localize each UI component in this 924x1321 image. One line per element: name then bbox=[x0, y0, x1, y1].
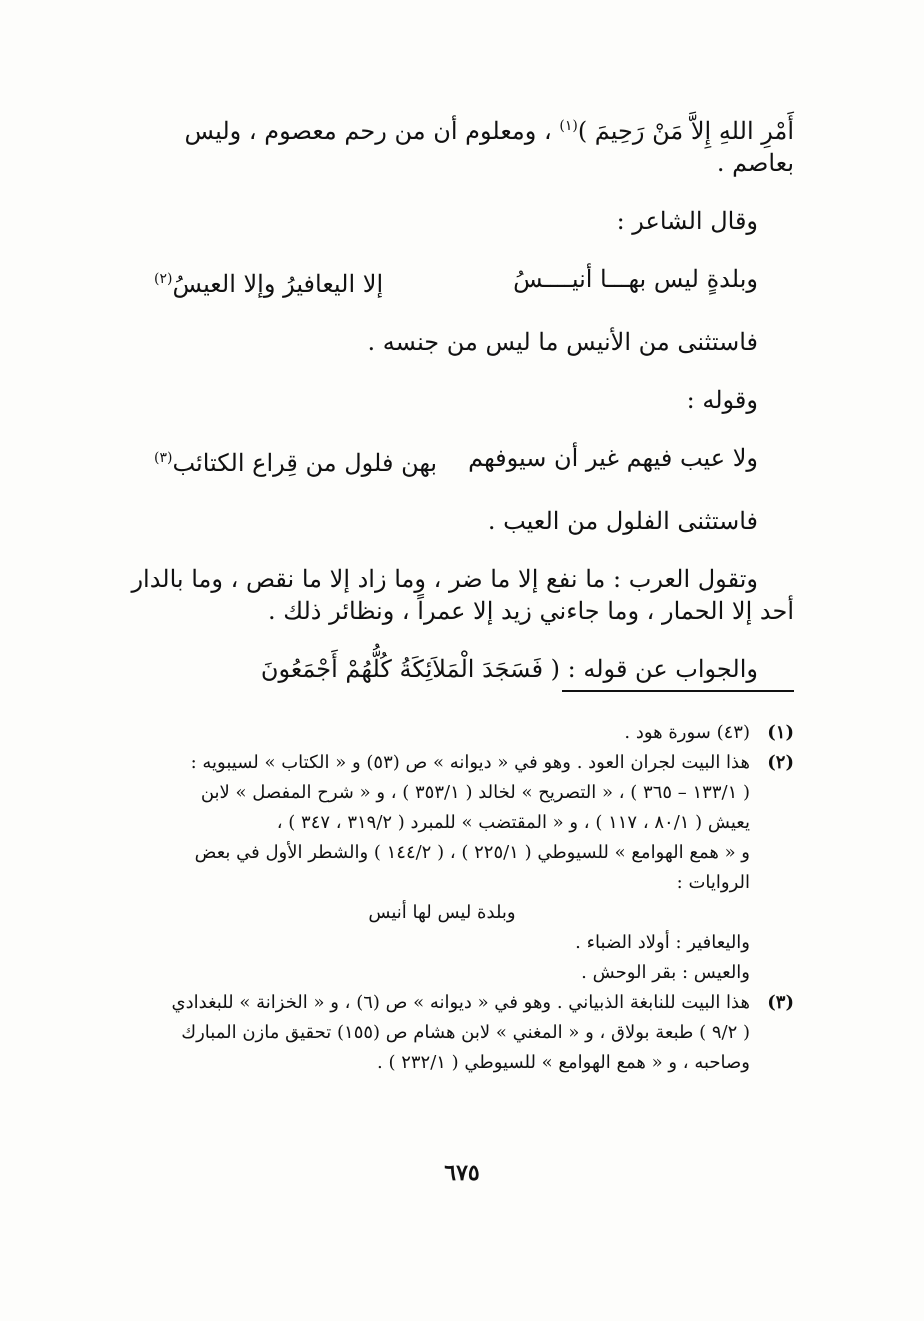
text-line: فاستثنى من الأنيس ما ليس من جنسه . bbox=[367, 328, 758, 356]
text-line: بعاصم . bbox=[716, 149, 794, 177]
verse-line: ولا عيب فيهم غير أن سيوفهم بهن فلول من قِراع الكتائب$^{(٣)}$ bbox=[154, 444, 758, 477]
footnote-number: (٢) bbox=[767, 752, 794, 773]
text-line: وتقول العرب : ما نفع إلا ما ضر ، وما زاد إلا ما نقص ، وما بالدار bbox=[131, 565, 758, 593]
text-line: وقوله : bbox=[686, 386, 758, 414]
main-text bbox=[131, 110, 794, 685]
text-line: والجواب عن قوله : ( فَسَجَدَ الْمَلاَئِكَةُ كُلُّهُمْ أَجْمَعُونَ bbox=[260, 655, 758, 683]
text-line: وقال الشاعر : bbox=[616, 207, 758, 235]
footnote-number: (١) bbox=[767, 722, 794, 743]
footnote-line: هذا البيت للنابغة الذبياني . وهو في « ديوانه » ص (٦) ، و « الخزانة » للبغدادي bbox=[171, 992, 750, 1013]
text-line: فاستثنى الفلول من العيب . bbox=[487, 507, 758, 535]
footnote-line: وصاحبه ، و « همع الهوامع » للسيوطي ( ٢٣٢/١ ) . bbox=[377, 1052, 750, 1073]
footnote-gloss: والعيس : بقر الوحش . bbox=[581, 962, 750, 983]
footnotes bbox=[134, 718, 794, 1078]
text-line: أحد إلا الحمار ، وما جاءني زيد إلا عمراً ، ونظائر ذلك . bbox=[268, 597, 794, 625]
footnote-2 bbox=[134, 748, 794, 988]
footnote-line: ( ٩/٢ ) طبعة بولاق ، و « المغني » لابن هشام ص (١٥٥) تحقيق مازن المبارك bbox=[181, 1022, 750, 1043]
footnote-ref[interactable]: (١) bbox=[559, 118, 578, 134]
footnote-line: و « همع الهوامع » للسيوطي ( ٢٢٥/١ ) ، ( ١٤٤/٢ ) والشطر الأول في بعض bbox=[194, 842, 750, 863]
footnote-line: الروايات : bbox=[676, 872, 750, 893]
footnote-1 bbox=[134, 718, 794, 748]
footnote-gloss: واليعافير : أولاد الضباء . bbox=[575, 932, 750, 953]
footnote-line: هذا البيت لجران العود . وهو في « ديوانه » ص (٥٣) و « الكتاب » لسيبويه : bbox=[190, 752, 750, 773]
footnote-line: (٤٣) سورة هود . bbox=[624, 722, 750, 743]
footnote-line: ( ١٣٣/١ – ٣٦٥ ) ، « التصريح » لخالد ( ٣٥٣/١ ) ، و « شرح المفصل » لابن bbox=[200, 782, 750, 803]
footnote-line: يعيش ( ٨٠/١ ، ١١٧ ) ، و « المقتضب » للمبرد ( ٣١٩/٢ ، ٣٤٧ ) ، bbox=[276, 812, 750, 833]
footnote-ref[interactable]: (٢) bbox=[154, 271, 173, 287]
footnote-ref[interactable]: (٣) bbox=[154, 450, 173, 466]
footnote-divider bbox=[562, 690, 794, 692]
footnote-number: (٣) bbox=[767, 992, 794, 1013]
verse-line: وبلدةٍ ليس بهـــا أنيــــسُ إلا اليعافيرُ وإلا العيسُ$^{(٢)}$ bbox=[154, 265, 758, 298]
footnote-3 bbox=[134, 988, 794, 1078]
text-line: أَمْرِ اللهِ إِلاَّ مَنْ رَحِيمَ )$^{(١)}$ ، ومعلوم أن من رحم معصوم ، وليس bbox=[184, 117, 794, 145]
footnote-quote: وبلدة ليس لها أنيس bbox=[368, 902, 516, 923]
page-number: ٦٧٥ bbox=[444, 1160, 480, 1186]
